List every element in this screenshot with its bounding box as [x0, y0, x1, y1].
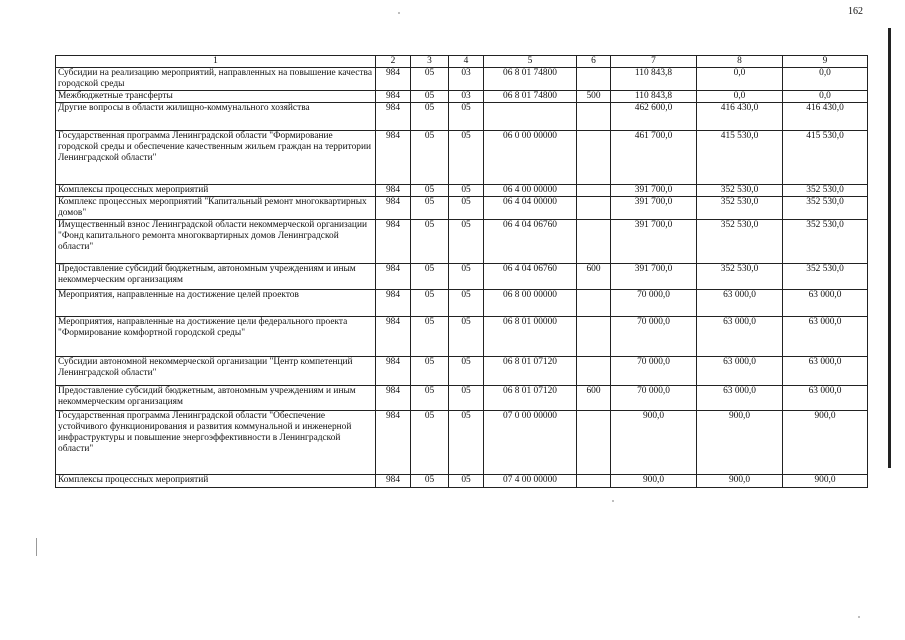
row-value-cell: 984 — [376, 264, 411, 290]
row-value-cell: 462 600,0 — [611, 103, 697, 131]
scan-speck — [398, 12, 400, 14]
row-value-cell: 06 8 00 00000 — [484, 290, 577, 317]
row-value-cell: 984 — [376, 317, 411, 357]
row-value-cell: 461 700,0 — [611, 131, 697, 185]
row-value-cell: 110 843,8 — [611, 68, 697, 91]
row-name-cell: Другие вопросы в области жилищно-коммунального хозяйства — [56, 103, 376, 131]
row-value-cell: 05 — [411, 357, 449, 386]
row-value-cell: 05 — [411, 317, 449, 357]
header-cell: 6 — [577, 56, 611, 68]
row-value-cell — [577, 131, 611, 185]
row-value-cell — [577, 475, 611, 488]
row-value-cell — [577, 220, 611, 264]
row-value-cell: 70 000,0 — [611, 386, 697, 411]
row-name-cell: Мероприятия, направленные на достижение цели федерального проекта "Формирование комфортной городской среды" — [56, 317, 376, 357]
table-row — [56, 411, 868, 475]
row-value-cell: 05 — [411, 290, 449, 317]
row-value-cell: 05 — [411, 197, 449, 220]
row-value-cell: 63 000,0 — [697, 290, 783, 317]
row-value-cell: 984 — [376, 220, 411, 264]
scan-speck — [858, 616, 860, 618]
row-value-cell: 05 — [411, 91, 449, 103]
row-value-cell: 391 700,0 — [611, 220, 697, 264]
header-cell: 3 — [411, 56, 449, 68]
row-value-cell: 900,0 — [611, 411, 697, 475]
row-value-cell: 06 4 04 00000 — [484, 197, 577, 220]
row-value-cell: 984 — [376, 290, 411, 317]
row-value-cell: 352 530,0 — [697, 185, 783, 197]
row-value-cell: 352 530,0 — [783, 185, 868, 197]
row-value-cell: 06 8 01 00000 — [484, 317, 577, 357]
row-value-cell: 70 000,0 — [611, 290, 697, 317]
row-value-cell: 07 4 00 00000 — [484, 475, 577, 488]
row-value-cell: 63 000,0 — [783, 386, 868, 411]
row-value-cell: 06 4 04 06760 — [484, 264, 577, 290]
row-name-cell: Мероприятия, направленные на достижение целей проектов — [56, 290, 376, 317]
row-value-cell: 05 — [449, 131, 484, 185]
row-value-cell: 06 8 01 74800 — [484, 68, 577, 91]
header-cell: 2 — [376, 56, 411, 68]
row-value-cell: 416 430,0 — [697, 103, 783, 131]
row-value-cell: 05 — [449, 411, 484, 475]
row-value-cell: 05 — [449, 264, 484, 290]
row-value-cell: 984 — [376, 131, 411, 185]
row-value-cell: 05 — [449, 185, 484, 197]
row-value-cell: 984 — [376, 185, 411, 197]
row-value-cell — [577, 103, 611, 131]
row-value-cell: 352 530,0 — [697, 197, 783, 220]
row-value-cell: 06 8 01 07120 — [484, 357, 577, 386]
row-value-cell: 05 — [449, 475, 484, 488]
row-name-cell: Предоставление субсидий бюджетным, автономным учреждениям и иным некоммерческим организациям — [56, 386, 376, 411]
row-value-cell: 391 700,0 — [611, 197, 697, 220]
row-name-cell: Предоставление субсидий бюджетным, автономным учреждениям и иным некоммерческим организациям — [56, 264, 376, 290]
row-value-cell: 63 000,0 — [697, 317, 783, 357]
row-name-cell: Комплексы процессных мероприятий — [56, 185, 376, 197]
header-cell: 9 — [783, 56, 868, 68]
scan-mark — [36, 538, 37, 556]
header-cell: 7 — [611, 56, 697, 68]
header-cell: 8 — [697, 56, 783, 68]
row-value-cell: 63 000,0 — [697, 357, 783, 386]
row-value-cell: 352 530,0 — [697, 220, 783, 264]
row-value-cell: 415 530,0 — [783, 131, 868, 185]
row-value-cell — [577, 317, 611, 357]
row-value-cell: 63 000,0 — [697, 386, 783, 411]
row-value-cell: 70 000,0 — [611, 317, 697, 357]
row-value-cell: 03 — [449, 91, 484, 103]
row-value-cell: 391 700,0 — [611, 185, 697, 197]
page-number: 162 — [848, 6, 863, 17]
row-value-cell: 05 — [449, 197, 484, 220]
table-row — [56, 264, 868, 290]
row-value-cell: 900,0 — [697, 411, 783, 475]
table-row — [56, 68, 868, 91]
row-value-cell: 05 — [449, 386, 484, 411]
row-value-cell: 984 — [376, 386, 411, 411]
row-value-cell: 0,0 — [783, 91, 868, 103]
row-value-cell: 05 — [449, 220, 484, 264]
row-value-cell: 900,0 — [697, 475, 783, 488]
row-value-cell: 05 — [411, 264, 449, 290]
row-name-cell: Государственная программа Ленинградской области "Формирование городской среды и обеспечение качественным жильем граждан на территории Ленинградской области" — [56, 131, 376, 185]
row-value-cell: 984 — [376, 475, 411, 488]
table-row — [56, 290, 868, 317]
table-row — [56, 386, 868, 411]
row-value-cell: 63 000,0 — [783, 357, 868, 386]
row-value-cell: 900,0 — [611, 475, 697, 488]
row-value-cell — [577, 68, 611, 91]
row-value-cell: 07 0 00 00000 — [484, 411, 577, 475]
row-name-cell: Субсидии на реализацию мероприятий, направленных на повышение качества городской среды — [56, 68, 376, 91]
row-value-cell — [577, 411, 611, 475]
scan-edge-bar — [888, 28, 891, 468]
row-value-cell: 05 — [411, 386, 449, 411]
row-value-cell: 415 530,0 — [697, 131, 783, 185]
row-value-cell — [577, 357, 611, 386]
table-row — [56, 220, 868, 264]
row-value-cell: 06 4 00 00000 — [484, 185, 577, 197]
row-value-cell: 984 — [376, 197, 411, 220]
table-row — [56, 91, 868, 103]
row-value-cell — [484, 103, 577, 131]
row-value-cell: 600 — [577, 264, 611, 290]
row-value-cell: 352 530,0 — [697, 264, 783, 290]
row-value-cell: 63 000,0 — [783, 317, 868, 357]
row-value-cell — [577, 290, 611, 317]
row-value-cell: 352 530,0 — [783, 264, 868, 290]
row-value-cell: 984 — [376, 91, 411, 103]
row-value-cell: 984 — [376, 103, 411, 131]
row-value-cell: 600 — [577, 386, 611, 411]
row-value-cell — [577, 185, 611, 197]
table-row — [56, 317, 868, 357]
row-name-cell: Комплекс процессных мероприятий "Капитальный ремонт многоквартирных домов" — [56, 197, 376, 220]
table-row — [56, 475, 868, 488]
row-value-cell: 984 — [376, 68, 411, 91]
row-value-cell: 03 — [449, 68, 484, 91]
row-value-cell: 984 — [376, 411, 411, 475]
row-value-cell: 05 — [411, 68, 449, 91]
row-value-cell: 06 8 01 74800 — [484, 91, 577, 103]
row-value-cell: 900,0 — [783, 475, 868, 488]
row-name-cell: Субсидии автономной некоммерческой организации "Центр компетенций Ленинградской области" — [56, 357, 376, 386]
row-name-cell: Государственная программа Ленинградской области "Обеспечение устойчивого функционирования и развития коммунальной и инженерной инфраструктуры и повышение энергоэффективности в Ленинградской области" — [56, 411, 376, 475]
row-name-cell: Имущественный взнос Ленинградской области некоммерческой организации "Фонд капитального ремонта многоквартирных домов Ленинградской области" — [56, 220, 376, 264]
row-value-cell: 110 843,8 — [611, 91, 697, 103]
row-value-cell: 984 — [376, 357, 411, 386]
row-value-cell: 416 430,0 — [783, 103, 868, 131]
row-value-cell: 352 530,0 — [783, 220, 868, 264]
table-row — [56, 357, 868, 386]
table-row — [56, 103, 868, 131]
row-value-cell: 05 — [411, 411, 449, 475]
header-cell: 4 — [449, 56, 484, 68]
row-name-cell: Комплексы процессных мероприятий — [56, 475, 376, 488]
row-value-cell: 06 4 04 06760 — [484, 220, 577, 264]
row-value-cell: 900,0 — [783, 411, 868, 475]
table-row — [56, 131, 868, 185]
row-value-cell: 06 0 00 00000 — [484, 131, 577, 185]
row-value-cell: 391 700,0 — [611, 264, 697, 290]
row-value-cell — [577, 197, 611, 220]
table-row — [56, 185, 868, 197]
row-value-cell: 0,0 — [783, 68, 868, 91]
row-value-cell: 63 000,0 — [783, 290, 868, 317]
row-name-cell: Межбюджетные трансферты — [56, 91, 376, 103]
row-value-cell: 05 — [449, 103, 484, 131]
row-value-cell: 05 — [411, 185, 449, 197]
row-value-cell: 05 — [449, 290, 484, 317]
row-value-cell: 05 — [449, 317, 484, 357]
header-cell: 5 — [484, 56, 577, 68]
row-value-cell: 05 — [411, 475, 449, 488]
row-value-cell: 70 000,0 — [611, 357, 697, 386]
row-value-cell: 05 — [411, 131, 449, 185]
row-value-cell: 05 — [411, 103, 449, 131]
scan-speck — [612, 500, 614, 502]
header-row — [56, 56, 868, 68]
row-value-cell: 0,0 — [697, 68, 783, 91]
row-value-cell: 0,0 — [697, 91, 783, 103]
row-value-cell: 500 — [577, 91, 611, 103]
row-value-cell: 352 530,0 — [783, 197, 868, 220]
row-value-cell: 05 — [411, 220, 449, 264]
table-row — [56, 197, 868, 220]
header-cell: 1 — [56, 56, 376, 68]
row-value-cell: 05 — [449, 357, 484, 386]
row-value-cell: 06 8 01 07120 — [484, 386, 577, 411]
budget-table — [55, 55, 868, 488]
